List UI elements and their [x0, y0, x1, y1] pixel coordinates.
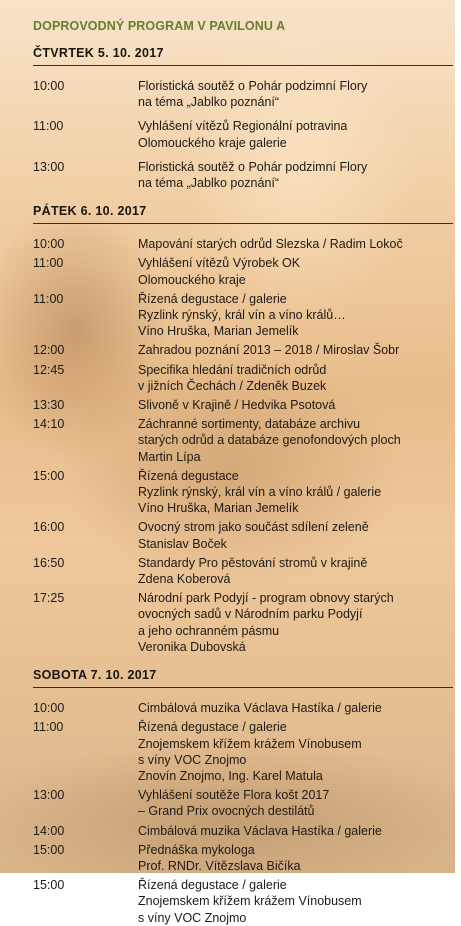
event-time: 13:00: [33, 159, 65, 174]
event-line: Řízená degustace / galerie: [138, 720, 287, 735]
event-time: 10:00: [33, 237, 65, 252]
event-line: Řízená degustace / galerie: [138, 878, 287, 893]
event-description: [138, 823, 453, 839]
event-line: Ovocný strom jako součást sdílení zeleně: [138, 520, 369, 535]
event-time: 14:10: [33, 417, 65, 432]
event-row: [33, 555, 453, 587]
event-time: 15:00: [33, 842, 65, 857]
event-row: [33, 236, 453, 252]
event-line: Záchranné sortimenty, databáze archivu: [138, 417, 361, 432]
event-line: s víny VOC Znojmo: [138, 752, 247, 767]
event-row: [33, 700, 453, 716]
event-line: Ryzlink rýnský, král vín a víno králů / galerie: [138, 485, 382, 500]
event-time: 16:00: [33, 520, 65, 535]
event-row: [33, 362, 453, 394]
event-line: Prof. RNDr. Vítězslava Bičíka: [138, 858, 301, 873]
event-time: 13:30: [33, 398, 65, 413]
event-description: [138, 236, 453, 252]
event-time: 10:00: [33, 79, 65, 93]
event-time: 12:00: [33, 343, 65, 358]
event-row: [33, 787, 453, 819]
event-description: [138, 555, 453, 587]
event-row: [33, 118, 453, 150]
day-divider: [33, 65, 453, 66]
event-line: Řízená degustace / galerie: [138, 291, 287, 306]
event-line: Zahradou poznání 2013 – 2018 / Miroslav Šobr: [138, 343, 400, 358]
event-row: [33, 877, 453, 926]
event-description: [138, 416, 453, 465]
event-description: [138, 719, 453, 784]
event-time: 11:00: [33, 119, 64, 134]
event-line: Standardy Pro pěstování stromů v krajině: [138, 555, 368, 570]
event-row: [33, 291, 453, 340]
event-line: Floristická soutěž o Pohár podzimní Flory: [138, 159, 368, 174]
event-time: 11:00: [33, 291, 64, 306]
event-line: Olomouckého kraje: [138, 272, 246, 287]
event-row: [33, 397, 453, 413]
event-row: [33, 519, 453, 551]
event-line: ovocných sadů v Národním parku Podyjí: [138, 607, 363, 622]
event-line: Znovín Znojmo, Ing. Karel Matula: [138, 768, 323, 783]
event-description: [138, 842, 453, 874]
event-line: a jeho ochranném pásmu: [138, 623, 280, 638]
event-time: 15:00: [33, 468, 65, 483]
event-line: Specifika hledání tradičních odrůd: [138, 362, 327, 377]
event-description: [138, 362, 453, 394]
event-line: Cimbálová muzika Václava Hastíka / galerie: [138, 701, 382, 716]
event-row: [33, 416, 453, 465]
event-description: [138, 700, 453, 716]
event-line: Martin Lípa: [138, 449, 201, 464]
event-line: Vyhlášení vítězů Výrobek OK: [138, 256, 301, 271]
event-time: 16:50: [33, 555, 65, 570]
event-description: [138, 159, 453, 191]
event-line: Víno Hruška, Marian Jemelík: [138, 501, 299, 516]
day-heading: SOBOTA 7. 10. 2017: [33, 668, 157, 683]
event-line: Mapování starých odrůd Slezska / Radim Lokoč: [138, 237, 403, 252]
event-description: [138, 118, 453, 150]
event-description: [138, 78, 453, 110]
event-row: [33, 468, 453, 517]
event-row: [33, 78, 453, 110]
event-line: Ryzlink rýnský, král vín a víno králů…: [138, 308, 346, 323]
event-line: v jižních Čechách / Zdeněk Buzek: [138, 378, 327, 393]
event-line: Znojemskem křížem krážem Vínobusem: [138, 894, 362, 909]
event-row: [33, 255, 453, 287]
event-line: Stanislav Boček: [138, 536, 227, 551]
event-line: Národní park Podyjí - program obnovy starých: [138, 591, 394, 606]
event-line: na téma „Jablko poznání“: [138, 95, 280, 110]
event-time: 11:00: [33, 256, 64, 271]
event-line: Víno Hruška, Marian Jemelík: [138, 324, 299, 339]
event-line: Přednáška mykologa: [138, 842, 255, 857]
day-heading: PÁTEK 6. 10. 2017: [33, 204, 147, 219]
event-description: [138, 519, 453, 551]
event-line: – Grand Prix ovocných destilátů: [138, 804, 315, 819]
event-line: Znojemskem křížem krážem Vínobusem: [138, 736, 362, 751]
event-time: 15:00: [33, 878, 65, 893]
event-row: [33, 823, 453, 839]
event-line: Vyhlášení vítězů Regionální potravina: [138, 119, 348, 134]
event-line: Floristická soutěž o Pohár podzimní Flory: [138, 79, 368, 93]
day-divider: [33, 687, 453, 688]
event-time: 11:00: [33, 720, 64, 735]
program-content: [33, 17, 453, 926]
event-description: [138, 255, 453, 287]
event-line: Olomouckého kraje galerie: [138, 135, 287, 150]
day-divider: [33, 223, 453, 224]
event-description: [138, 787, 453, 819]
event-description: [138, 397, 453, 413]
event-time: 17:25: [33, 591, 65, 606]
event-description: [138, 291, 453, 340]
event-row: [33, 342, 453, 358]
event-description: [138, 590, 453, 655]
event-line: Veronika Dubovská: [138, 639, 246, 654]
event-time: 12:45: [33, 362, 65, 377]
event-line: Cimbálová muzika Václava Hastíka / galerie: [138, 823, 382, 838]
event-time: 13:00: [33, 788, 65, 803]
event-line: starých odrůd a databáze genofondových ploch: [138, 433, 401, 448]
day-heading: ČTVRTEK 5. 10. 2017: [33, 46, 164, 60]
event-time: 14:00: [33, 823, 65, 838]
event-row: [33, 842, 453, 874]
event-line: Zdena Koberová: [138, 572, 231, 587]
program-title: DOPROVODNÝ PROGRAM V PAVILONU A: [33, 19, 286, 33]
event-row: [33, 590, 453, 655]
event-row: [33, 159, 453, 191]
event-line: s víny VOC Znojmo: [138, 910, 247, 925]
event-line: na téma „Jablko poznání“: [138, 176, 280, 191]
event-line: Slivoně v Krajině / Hedvika Psotová: [138, 398, 336, 413]
event-line: Řízená degustace: [138, 468, 239, 483]
event-row: [33, 719, 453, 784]
event-description: [138, 468, 453, 517]
event-description: [138, 342, 453, 358]
event-line: Vyhlášení soutěže Flora košt 2017: [138, 788, 330, 803]
event-description: [138, 877, 453, 926]
event-time: 10:00: [33, 701, 65, 716]
